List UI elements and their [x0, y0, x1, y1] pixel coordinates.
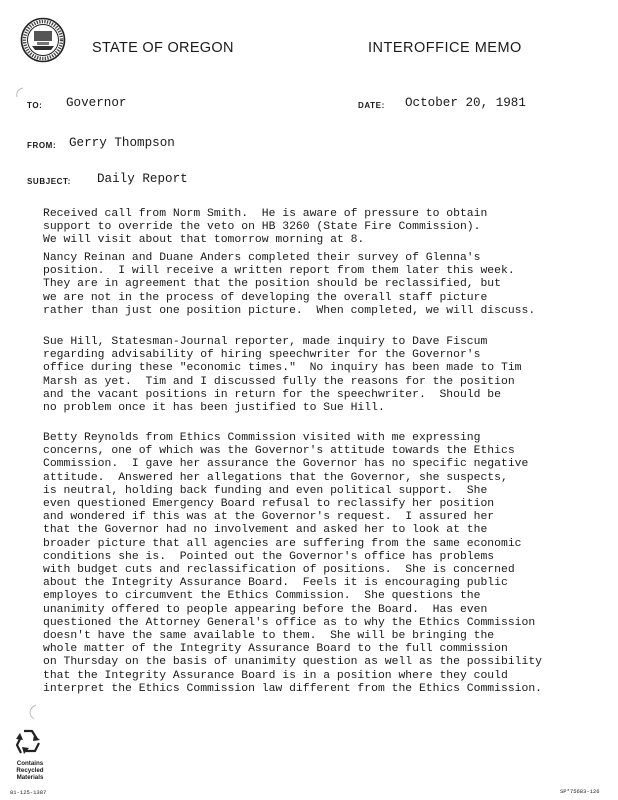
body-paragraph-3: Sue Hill, Statesman-Journal reporter, made inquiry to Dave Fiscum regarding advisability of hiring speechwriter for the Governor's office during these "economic times." No inquiry has been made to Tim Marsh as yet. Tim and I discussed fully the reasons for the position and the vacant positions in return for the speechwriter. Should be no problem once it has been justified to Sue Hill. — [43, 336, 522, 415]
body-paragraph-4: Betty Reynolds from Ethics Commission visited with me expressing concerns, one of which was the Governor's attitude towards the Ethics Commission. I gave her assurance the Governor has no specific negative attitude. Answered her allegations that the Governor, she suspects, is neutral, holding back funding and even political support. She even questioned Emergency Board refusal to reclassify her position and wondered if this was at the Governor's request. I assured her that the Governor had no involvement and asked her to look at the broader picture that all agencies are suffering from the same economic conditions she is. Pointed out the Governor's office has problems with budget cuts and reclassification of positions. She is concerned about the Integrity Assurance Board. Feels it is encouraging public employes to circumvent the Ethics Commission. She questions the unanimity offered to people appearing before the Board. Has even questioned the Attorney General's office as to why the Ethics Commission doesn't have the same available to them. She will be bringing the whole matter of the Integrity Assurance Board to the full commission on Thursday on the basis of unanimity question as well as the possibility that the Integrity Assurance Board is in a position where they could interpret the Ethics Commission law different from the Ethics Commission. — [43, 432, 542, 695]
from-value: Gerry Thompson — [69, 136, 175, 150]
pen-mark — [26, 704, 40, 720]
form-number-right: SP*75683-126 — [560, 788, 600, 795]
date-label: DATE: — [358, 101, 385, 110]
date-value: October 20, 1981 — [405, 96, 526, 110]
org-title: STATE OF OREGON — [92, 40, 234, 56]
punch-hole-mark — [14, 86, 28, 100]
from-label: FROM: — [27, 141, 57, 150]
state-seal-icon — [20, 17, 66, 63]
to-label: TO: — [27, 101, 43, 110]
subject-label: SUBJECT: — [27, 177, 71, 186]
doc-type-title: INTEROFFICE MEMO — [368, 40, 522, 56]
form-number-left: 81-125-1387 — [10, 789, 47, 796]
recycled-label: Contains Recycled Materials — [16, 760, 44, 781]
to-value: Governor — [66, 96, 127, 110]
subject-value: Daily Report — [97, 172, 188, 186]
recycle-icon — [10, 725, 46, 761]
body-paragraph-2: Nancy Reinan and Duane Anders completed their survey of Glenna's position. I will receive a written report from them later this week. They are in agreement that the position should be reclassified, but we are not in the process of developing the overall staff picture rather than just one position picture. When completed, we will discuss. — [43, 252, 536, 317]
body-paragraph-1: Received call from Norm Smith. He is aware of pressure to obtain support to override the veto on HB 3260 (State Fire Commission). We will visit about that tomorrow morning at 8. — [43, 208, 488, 247]
